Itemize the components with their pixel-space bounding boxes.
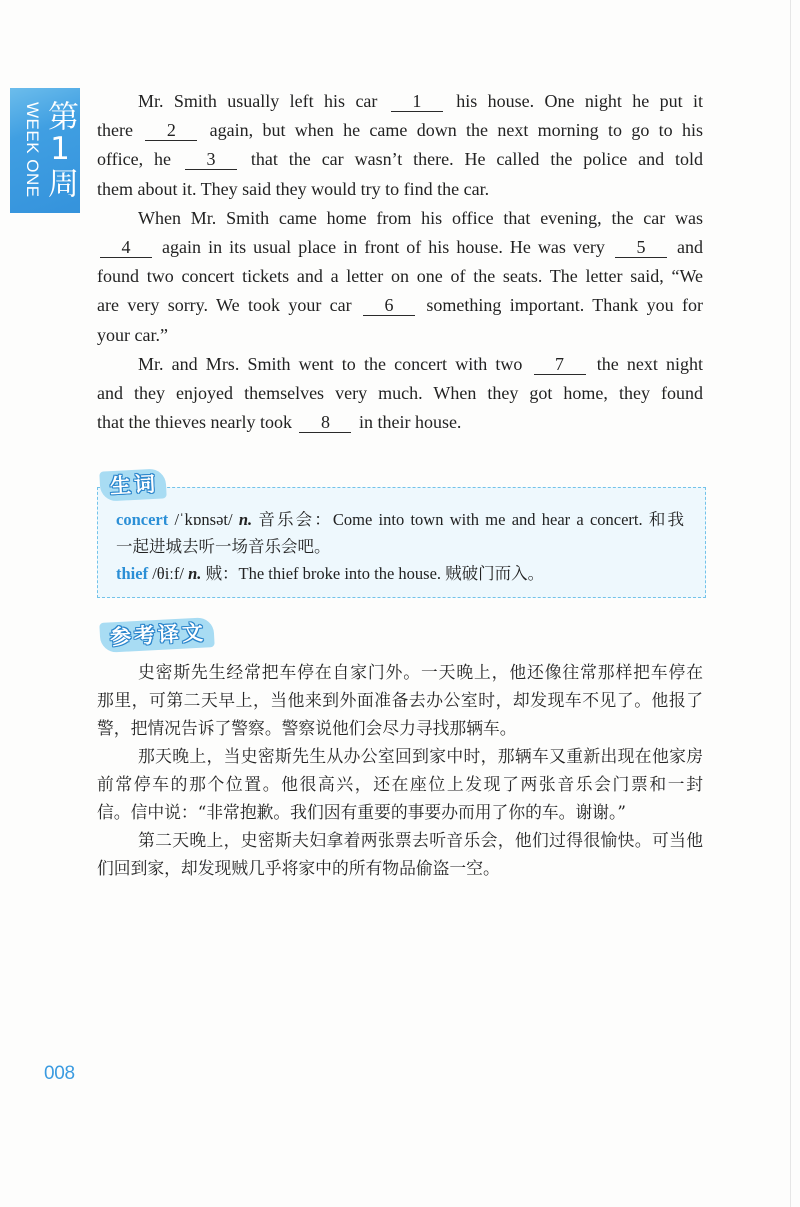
blank-8: 8 [299, 413, 351, 433]
passage-text: them about it. They said they would try to find the car. [97, 178, 490, 199]
vocab-line [116, 506, 684, 533]
passage-text: your car.” [97, 324, 168, 345]
passage-line [97, 350, 703, 379]
vocab-headword: concert [116, 510, 169, 529]
translation-line: 那天晚上，当史密斯先生从办公室回到家中时，那辆车又重新出现在他家房 [138, 746, 703, 766]
vocab-gloss: 一起进城去听一场音乐会吧。 [116, 537, 331, 556]
translation-line: 前常停车的那个位置。他很高兴，还在座位上发现了两张音乐会门票和一封 [97, 774, 703, 794]
passage-text: something important. Thank you for [426, 295, 704, 316]
passage-text: that the car wasn’t there. He called the police and told [250, 149, 704, 170]
vocab-entry [116, 506, 684, 560]
passage-text: the next night [596, 353, 704, 374]
page-number: 008 [44, 1063, 75, 1084]
translation-paragraph [97, 826, 703, 882]
passage-text: his house. One night he put it [456, 91, 704, 111]
passage-text: again in its usual place in front of his house. He was very [162, 236, 605, 257]
vocab-entry [116, 560, 684, 587]
translation-line: 警，把情况告诉了警察。警察说他们会尽力寻找那辆车。 [97, 718, 517, 738]
passage-text: in their house. [358, 412, 462, 433]
week-tab [10, 88, 80, 213]
translation-line: 们回到家，却发现贼几乎将家中的所有物品偷盗一空。 [97, 858, 500, 878]
week-tab-chinese: 第1周 [42, 100, 78, 198]
passage-line [97, 233, 703, 262]
passage-text: again, but when he came down the next morning to go to his [209, 120, 703, 141]
passage-line [97, 175, 703, 204]
vocab-gloss: 音乐会：Come into town with me and hear a concert. 和我 [258, 510, 685, 529]
vocab-label: 生词 [99, 468, 166, 501]
passage-line [97, 291, 703, 320]
passage-text: Mr. and Mrs. Smith went to the concert with two [138, 353, 523, 374]
passage-text: and they enjoyed themselves very much. When they got home, they found [97, 382, 703, 403]
translation-line: 史密斯先生经常把车停在自家门外。一天晚上，他还像往常那样把车停在 [138, 662, 703, 682]
week-tab-english: WEEK ONE [23, 102, 42, 198]
blank-5: 5 [615, 238, 667, 258]
translation-line: 第二天晚上，史密斯夫妇拿着两张票去听音乐会，他们过得很愉快。可当他 [138, 830, 703, 850]
passage-line [97, 408, 703, 437]
vocab-box [97, 487, 706, 598]
passage-line [97, 204, 703, 233]
blank-3: 3 [185, 150, 237, 170]
passage-paragraph [97, 204, 703, 350]
blank-1: 1 [391, 92, 443, 112]
translation-line: 那里，可第二天早上，当他来到外面准备去办公室时，却发现车不见了。他报了 [97, 690, 703, 710]
passage-text: office, he [97, 149, 172, 170]
passage-line [97, 87, 703, 116]
passage-text: that the thieves nearly took [97, 412, 292, 433]
passage-paragraph [97, 87, 703, 204]
vocab-headword: thief [116, 564, 149, 583]
passage-line [97, 379, 703, 408]
passage-line [97, 262, 703, 291]
vocab-pos: n. [238, 510, 253, 529]
translation-line: 信。信中说：“非常抱歉。我们因有重要的事要办而用了你的车。谢谢。” [97, 802, 626, 822]
vocab-gloss: 贼：The thief broke into the house. 贼破门而入。 [205, 564, 545, 583]
passage-paragraph [97, 350, 703, 438]
translation-label: 参考译文 [99, 617, 214, 653]
translation [97, 658, 703, 882]
vocab-line [116, 560, 684, 587]
vocab-lines [116, 506, 684, 587]
passage-text: Mr. Smith usually left his car [138, 91, 378, 111]
passage-line [97, 145, 703, 174]
passage-line [97, 321, 703, 350]
vocab-pos: n. [188, 564, 202, 583]
passage-text: When Mr. Smith came home from his office that evening, the car was [138, 207, 703, 228]
passage-text: are very sorry. We took your car [97, 295, 352, 316]
blank-2: 2 [145, 121, 197, 141]
page-edge [790, 0, 791, 1207]
passage-text: found two concert tickets and a letter on one of the seats. The letter said, “We [97, 266, 703, 287]
translation-paragraph [97, 742, 703, 826]
passage [97, 87, 703, 437]
blank-6: 6 [363, 296, 415, 316]
vocab-phonetic: /ˈkɒnsət/ [174, 510, 233, 529]
blank-4: 4 [100, 238, 152, 258]
translation-paragraph [97, 658, 703, 742]
passage-text: and [677, 236, 704, 257]
passage-line [97, 116, 703, 145]
passage-text: there [97, 120, 133, 141]
blank-7: 7 [534, 355, 586, 375]
vocab-line [116, 533, 684, 560]
vocab-phonetic: /θiːf/ [152, 564, 184, 583]
